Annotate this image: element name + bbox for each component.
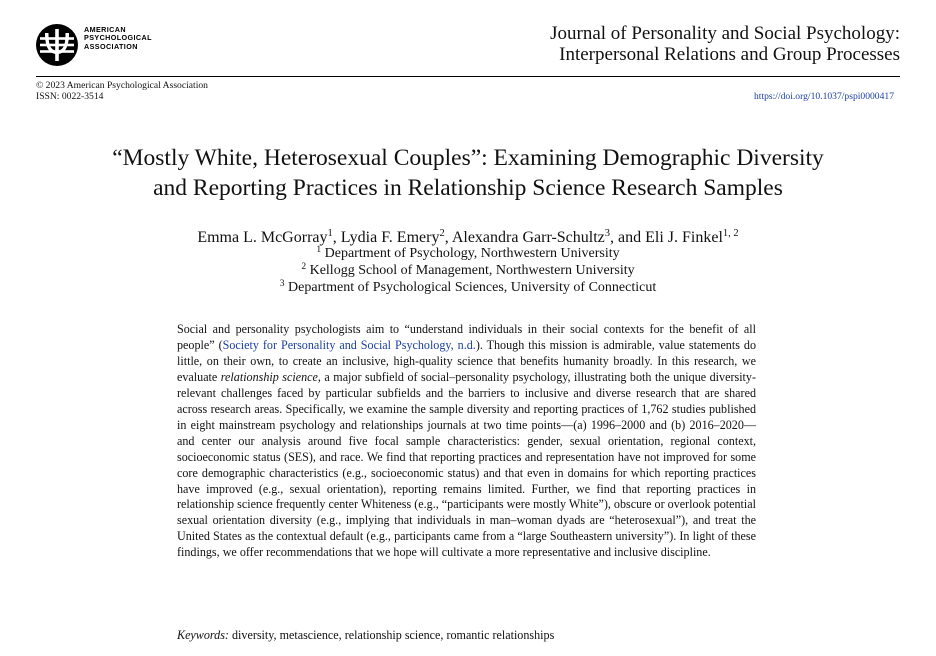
issn: ISSN: 0022-3514 <box>36 91 104 102</box>
keywords <box>177 628 756 643</box>
author-separator: , <box>444 229 452 246</box>
publisher-name-line: ASSOCIATION <box>84 41 138 51</box>
author-separator: , <box>332 229 341 246</box>
keywords-label: Keywords: <box>177 628 229 642</box>
author-name: Lydia F. Emery <box>340 229 440 246</box>
affiliation-list <box>36 245 900 296</box>
apa-psi-logo <box>36 24 78 66</box>
abstract-text: ). Though this mission is admirable, value statements do little, on their own, to create an inclusive, high-quality science that benefits humanity broadly. In this research, we evaluate <box>177 337 756 384</box>
article-title-line: “Mostly White, Heterosexual Couples”: Examining Demographic Diversity <box>112 145 824 171</box>
affiliation-text: Department of Psychology, Northwestern University <box>324 246 620 261</box>
publisher-name-line: AMERICAN <box>84 25 126 34</box>
journal-subtitle-line: Interpersonal Relations and Group Processes <box>559 44 900 65</box>
journal-title <box>550 23 900 65</box>
abstract-text: Social and personality psychologists aim to “understand individuals in their social contexts for the benefit of all people” ( <box>177 322 756 352</box>
abstract <box>177 322 756 561</box>
publication-meta <box>36 80 208 102</box>
affiliation <box>36 245 900 262</box>
journal-title-line: Journal of Personality and Social Psychology: <box>550 23 900 44</box>
keywords-text: diversity, metascience, relationship science, romantic relationships <box>228 628 555 642</box>
copyright: © 2023 American Psychological Association <box>36 80 208 91</box>
author-name: Emma L. McGorray <box>197 229 328 246</box>
author-affiliation-mark: 1, 2 <box>722 228 739 239</box>
affiliation <box>36 262 900 279</box>
affiliation-text: Department of Psychological Sciences, University of Connecticut <box>288 280 657 295</box>
header-rule <box>36 76 900 77</box>
page-header <box>36 20 900 72</box>
author-affiliation-mark: 3 <box>604 228 611 239</box>
abstract-citation-link[interactable]: Society for Personality and Social Psychology, n.d. <box>222 337 476 352</box>
affiliation-text: Kellogg School of Management, Northwestern University <box>309 263 635 278</box>
abstract-emphasis: relationship science <box>220 369 318 384</box>
affiliation-number: 2 <box>301 262 307 272</box>
affiliation <box>36 279 900 296</box>
author-affiliation-mark: 1 <box>327 228 333 239</box>
doi-link[interactable]: https://doi.org/10.1037/pspi0000417 <box>753 91 894 102</box>
article-title <box>36 143 900 203</box>
abstract-text: , a major subfield of social–personality psychology, illustrating both the unique diversity-relevant challenges faced by particular subfields and the barriers to inclusive and diverse research that are shared across research areas. Specifically, we examine the sample diversity and reporting practices of 1,762 studies published in eight mainstream psychology and relationships journals at two time points—(a) 1996–2000 and (b) 2016–2020—and center our analysis around five focal sample characteristics: gender, sexual orientation, regional context, socioeconomic status (SES), and race. We find that reporting practices and representation have not improved for some core demographic characteristics (e.g., socioeconomic status) and that even in domains for which reporting practices have improved (e.g., sexual orientation), reporting remains limited. Further, we find that reporting practices in relationship science frequently center Whiteness (e.g., “participants were mostly White”), obscure or overlook potential sexual orientation diversity (e.g., implying that individuals in man–woman dyads are “heterosexual”), and treat the United States as the contextual default (e.g., participants came from a “large Southeastern university”). In light of these findings, we offer recommendations that we hope will cultivate a more representative and inclusive discipline. <box>177 369 756 560</box>
affiliation-number: 3 <box>279 279 285 289</box>
article-title-line: and Reporting Practices in Relationship Science Research Samples <box>153 175 783 201</box>
author-name: Eli J. Finkel <box>645 229 723 246</box>
author-affiliation-mark: 2 <box>439 228 445 239</box>
author-separator: , and <box>610 229 646 246</box>
affiliation-number: 1 <box>316 245 322 255</box>
publisher-name-line: PSYCHOLOGICAL <box>84 33 152 43</box>
publisher-name <box>84 26 152 51</box>
author-name: Alexandra Garr-Schultz <box>451 229 605 246</box>
